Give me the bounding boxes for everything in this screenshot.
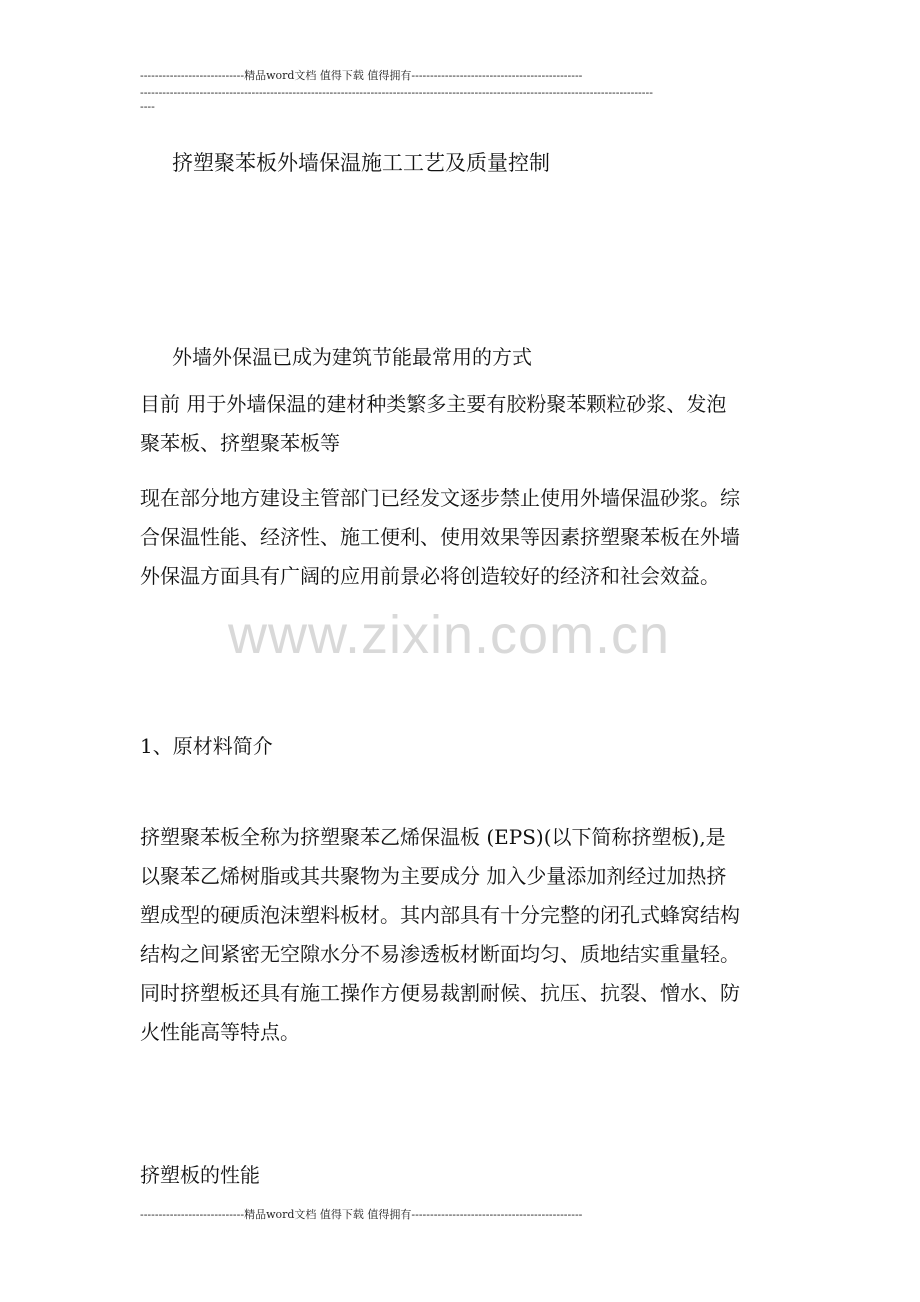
description-line-2: 以聚苯乙烯树脂或其共聚物为主要成分 加入少量添加剂经过加热挤 [140, 864, 727, 888]
header-banner: ----------------------------精品word文档 值得下载 值得拥有---------------------------------------------- [140, 69, 583, 82]
policy-line-1: 现在部分地方建设主管部门已经发文逐步禁止使用外墙保温砂浆。综 [140, 486, 740, 510]
description-line-3: 塑成型的硬质泡沫塑料板材。其内部具有十分完整的闭孔式蜂窝结构 [140, 903, 740, 927]
document-title: 挤塑聚苯板外墙保温施工工艺及质量控制 [172, 151, 550, 175]
intro-paragraph [140, 338, 785, 377]
header-rule: ------------------------------------------------------------------------------------------------------------------------------------------ [140, 86, 653, 99]
policy-line-3: 外保温方面具有广阔的应用前景必将创造较好的经济和社会效益。 [140, 564, 720, 588]
header-rule-tail: ---- [140, 100, 155, 113]
watermark: www.zixin.com.cn [228, 605, 671, 665]
section-heading: 1、原材料简介 [140, 734, 273, 758]
description-line-5: 同时挤塑板还具有施工操作方便易裁割耐候、抗压、抗裂、憎水、防 [140, 981, 740, 1005]
description-line-4: 结构之间紧密无空隙水分不易渗透板材断面均匀、质地结实重量轻。 [140, 942, 740, 966]
description-paragraph [140, 818, 785, 1052]
policy-paragraph [140, 479, 785, 596]
materials-line-1: 目前 用于外墙保温的建材种类繁多主要有胶粉聚苯颗粒砂浆、发泡 [140, 392, 727, 416]
description-line-6: 火性能高等特点。 [140, 1020, 300, 1044]
policy-line-2: 合保温性能、经济性、施工便利、使用效果等因素挤塑聚苯板在外墙 [140, 525, 740, 549]
materials-paragraph [140, 385, 785, 463]
materials-line-2: 聚苯板、挤塑聚苯板等 [140, 431, 340, 455]
description-line-1: 挤塑聚苯板全称为挤塑聚苯乙烯保温板 (EPS)(以下简称挤塑板),是 [140, 825, 726, 849]
intro-line: 外墙外保温已成为建筑节能最常用的方式 [172, 345, 532, 369]
footer-banner: ----------------------------精品word文档 值得下载 值得拥有---------------------------------------------- [140, 1208, 583, 1221]
performance-heading: 挤塑板的性能 [140, 1163, 260, 1187]
